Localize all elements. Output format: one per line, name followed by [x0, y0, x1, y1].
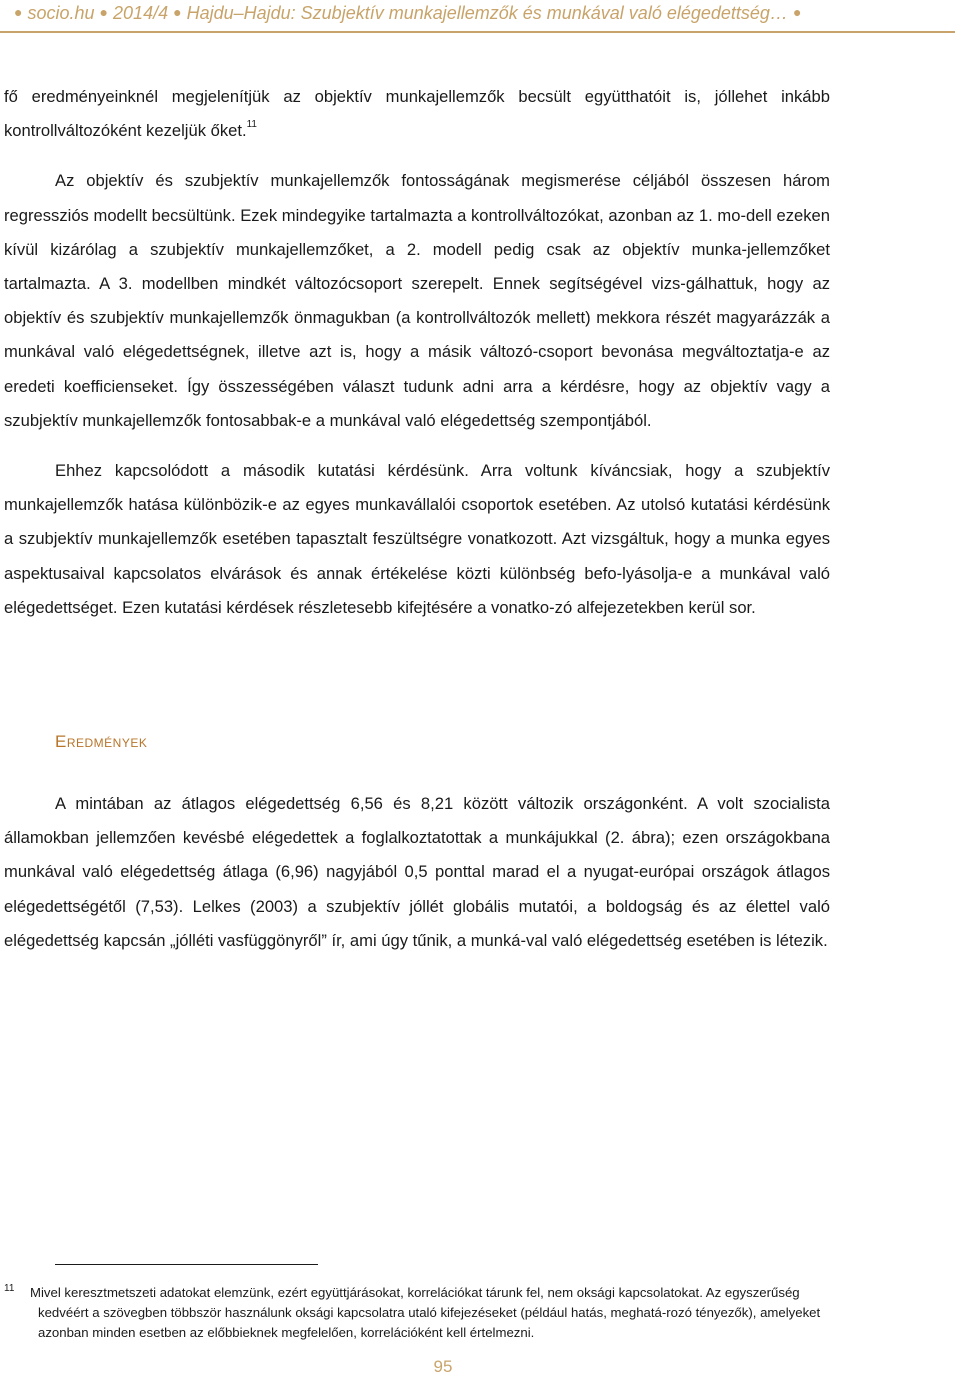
footnote-text: Mivel keresztmetszeti adatokat elemzünk, ezért együttjárásokat, korrelációkat tárunk fel, nem oksági kapcsolatokat. Az egyszerűség kedvéért a szövegben többször használunk oksági kapcsolatra utaló kifejezéseket (például hatás, meghatá-rozó tényezők), amelyeket azonban minden esetben az előbbieknek megfelelően, korrelációként kell értelmezni.	[30, 1285, 821, 1340]
bullet-icon: ●	[792, 4, 802, 20]
header-article-title: Hajdu–Hajdu: Szubjektív munkajellemzők és munkával való elégedettség…	[186, 3, 788, 23]
footnote	[4, 1283, 830, 1343]
paragraph-models: Az objektív és szubjektív munkajellemzők fontosságának megismerése céljából összesen három regressziós modellt becsültünk. Ezek mindegyike tartalmazta a kontrollváltozókat, azonban az 1. mo-dell ezeken kívül kizárólag a szubjektív munkajellemzőket, a 2. modell pedig csak az objektív munka-jellemzőket tartalmazta. A 3. modellben mindkét változócsoport szerepelt. Ennek segítségével vizs-gálhattuk, hogy az objektív és szubjektív munkajellemzők önmagukban (a kontrollváltozók mellett) mekkora részét magyarázzák a munkával való elégedettségnek, illetve azt is, hogy a másik változó-csoport bevonása megváltoztatja-e az eredeti koefficienseket. Így összességében választ tudunk adni arra a kérdésre, hogy az objektív vagy a szubjektív munkajellemzők fontosabbak-e a munkával való elégedettség szempontjából.	[4, 171, 830, 430]
section-title: Eredmények	[55, 732, 148, 751]
header-site[interactable]: socio.hu	[27, 3, 95, 23]
page-number: 95	[433, 1357, 453, 1376]
bullet-icon: ●	[173, 4, 182, 20]
bullet-icon: ●	[99, 4, 109, 20]
header-issue: 2014/4	[113, 3, 169, 23]
running-header	[0, 0, 960, 32]
paragraph-research-questions: Ehhez kapcsolódott a második kutatási kérdésünk. Arra voltunk kíváncsiak, hogy a szubjektív munkajellemzők hatása különbözik-e az egyes munkavállalói csoportok esetében. Az utolsó kutatási kérdésünk a szubjektív munkajellemzők esetében tapasztalt feszültségre vonatkozott. Azt vizsgáltuk, hogy a munka egyes aspektusaival kapcsolatos elvárások és annak értékelése közti különbség befo-lyásolja-e a munkával való elégedettséget. Ezen kutatási kérdések részletesebb kifejtésére a vonatko-zó alfejezetekben kerül sor.	[4, 461, 830, 617]
paragraph-results: A mintában az átlagos elégedettség 6,56 és 8,21 között változik országonként. A volt szocialista államokban jellemzően kevésbé elégedettek a foglalkoztatottak a munkájukkal (2. ábra); ezen országokbana munkával való elégedettség átlaga (6,96) nagyjából 0,5 ponttal marad el a nyugat-európai országok átlagos elégedettségétől (7,53). Lelkes (2003) a szubjektív jóllét globális mutatói, a boldogság és az élettel való elégedettség kapcsán „jólléti vasfüggönyről” ír, ami úgy tűnik, a munká-val való elégedettség esetében is létezik.	[4, 794, 830, 950]
paragraph-text: fő eredményeinknél megjelenítjük az objektív munkajellemzők becsült együtthatóit is, jóllehet inkább kontrollváltozóként kezeljük őket.	[4, 87, 830, 141]
footnote-separator	[55, 1264, 318, 1265]
paragraph-continuation	[4, 80, 830, 148]
footnote-ref[interactable]: 11	[246, 118, 257, 130]
body-block-top	[4, 80, 830, 625]
body-block-results	[4, 787, 830, 958]
footnote-number: 11	[4, 1283, 15, 1294]
bullet-icon: ●	[14, 4, 23, 20]
header-rule	[0, 31, 955, 33]
running-header-text	[14, 3, 801, 24]
